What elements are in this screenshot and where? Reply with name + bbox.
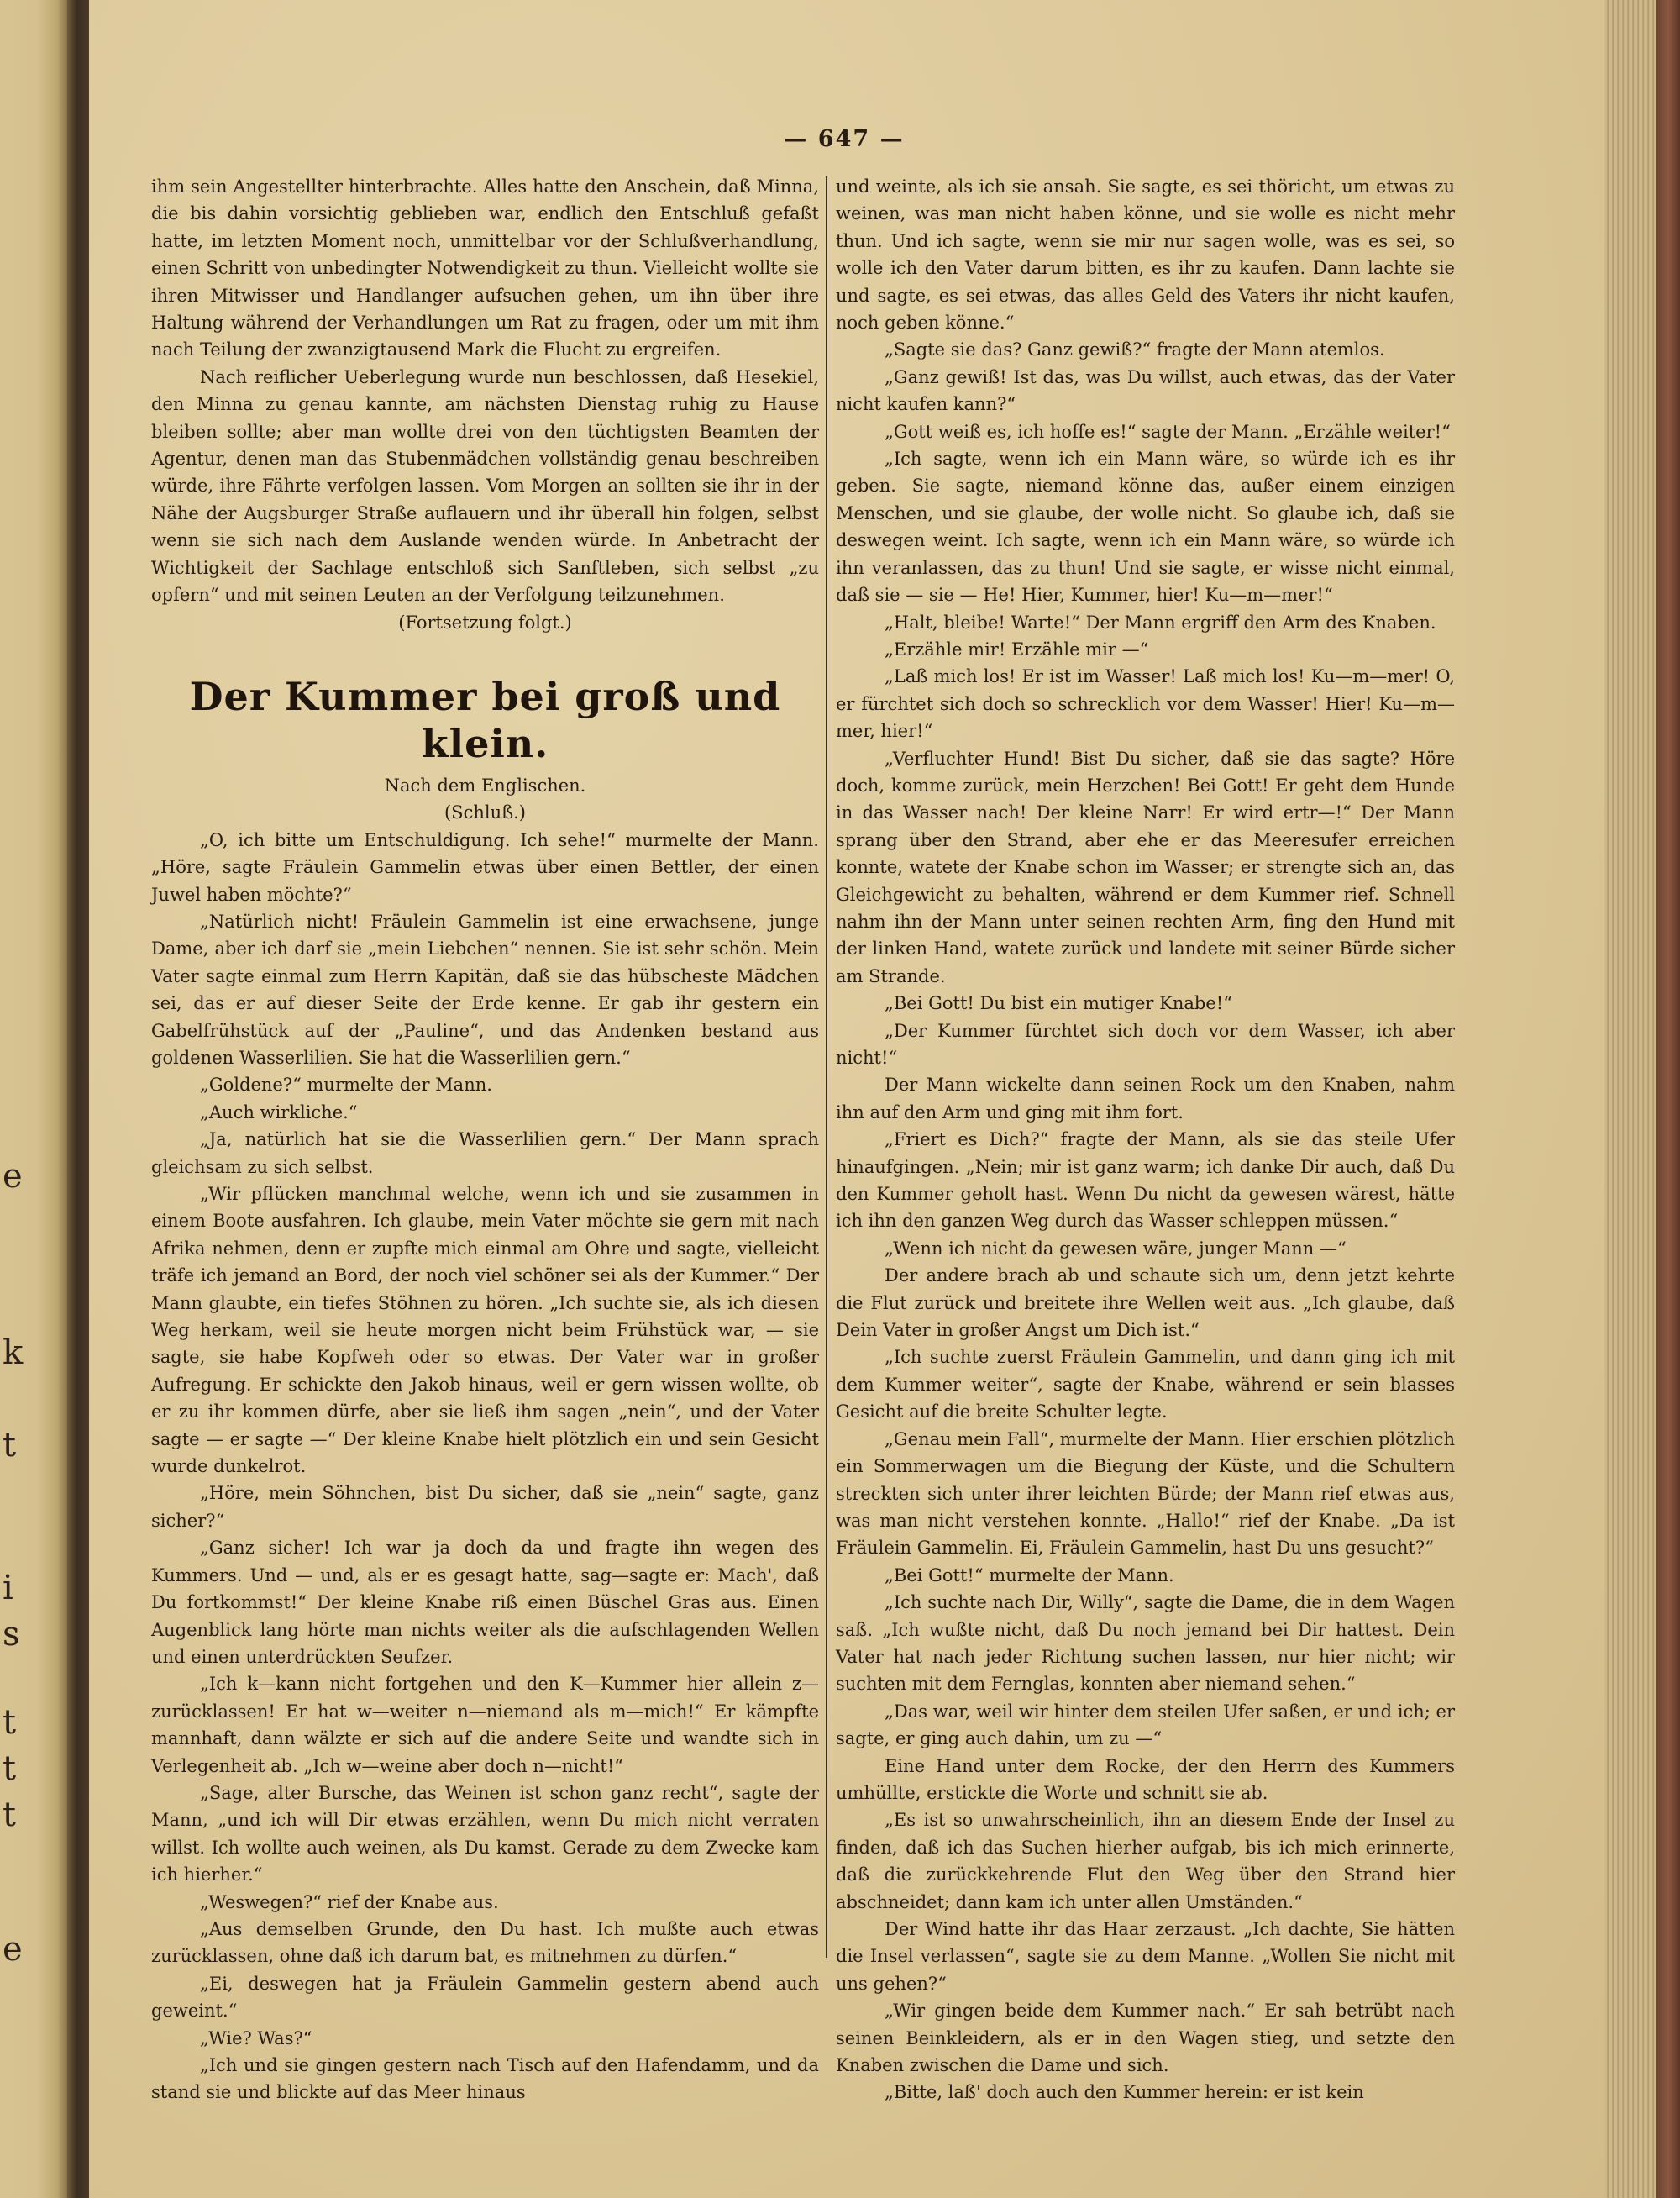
continuation-note: (Fortsetzung folgt.) [398, 612, 572, 633]
article-title: Der Kummer bei groß und klein. [189, 673, 781, 766]
left-page-fragment: t [3, 1796, 17, 1834]
paragraph: „Wie? Was?“ [200, 2027, 312, 2048]
paragraph: „Goldene?“ murmelte der Mann. [200, 1075, 492, 1096]
right-column [836, 173, 1455, 2106]
paragraph: „Wenn ich nicht da gewesen wäre, junger Mann —“ [885, 1238, 1347, 1259]
page-number: — 647 — [784, 126, 905, 152]
page-edges [1604, 0, 1680, 2198]
paragraph: Eine Hand unter dem Rocke, der den Herrn des Kummers umhüllte, erstickte die Worte und schnitt sie ab. [836, 1755, 1455, 1803]
left-page-edge [0, 0, 67, 2198]
paragraph: „Wir pflücken manchmal welche, wenn ich und sie zusammen in einem Boote ausfahren. Ich glaube, mein Vater möchte sie gern mit nach Afrika nehmen, denn er zupfte mich einmal am Ohre und sagte, vielleicht träfe ich jemand an Bord, der noch viel schöner sei als der Kummer.“ Der Mann glaubte, ein tiefes Stöhnen zu hören. „Ich suchte sie, als ich diesen Weg herkam, weil sie heute morgen nicht beim Frühstück war, — sie sagte, sie habe Kopfweh oder so etwas. Der Vater war in großer Aufregung. Er schickte den Jakob hinaus, weil er gern wissen wollte, ob er zu ihr kommen dürfe, aber sie ließ ihm sagen „nein“, und der Vater sagte — er sagte —“ Der kleine Knabe hielt plötzlich ein und sein Gesicht wurde dunkelrot. [151, 1184, 819, 1477]
column-divider [826, 176, 827, 1958]
paragraph: „Laß mich los! Er ist im Wasser! Laß mich los! Ku—m—mer! O, er fürchtet sich doch so schrecklich vor dem Wasser! Hier! Ku—m—mer, hier!“ [836, 666, 1455, 742]
left-page-fragment: e [3, 1930, 23, 1969]
paragraph: „Wir gingen beide dem Kummer nach.“ Er sah betrübt nach seinen Beinkleidern, als er in den Wagen stieg, und setzte den Knaben zwischen die Dame und sich. [836, 2001, 1455, 2076]
paragraph: „Genau mein Fall“, murmelte der Mann. Hier erschien plötzlich ein Sommerwagen um die Biegung der Küste, und die Schultern streckten sich unter ihrer leichten Bürde; der Mann rief etwas aus, was man nicht verstehen konnte. „Hallo!“ rief der Knabe. „Da ist Fräulein Gammelin. Ei, Fräulein Gammelin, hast Du uns gesucht?“ [836, 1428, 1455, 1559]
paragraph: ihm sein Angestellter hinterbrachte. Alles hatte den Anschein, daß Minna, die bis dahin vorsichtig geblieben war, endlich den Entschluß gefaßt hatte, im letzten Moment noch, unmittelbar vor der Schlußverhandlung, einen Schritt von unbedingter Notwendigkeit zu thun. Vielleicht wollte sie ihren Mitwisser und Handlanger aufsuchen gehen, um ihn über ihre Haltung während der Verhandlungen um Rat zu fragen, oder um mit ihm nach Teilung der zwanzigtausend Mark die Flucht zu ergreifen. [151, 176, 819, 360]
left-page-fragment: i [3, 1569, 13, 1607]
paragraph: „Halt, bleibe! Warte!“ Der Mann ergriff den Arm des Knaben. [885, 612, 1436, 633]
paragraph: Nach reiflicher Ueberlegung wurde nun beschlossen, daß Hesekiel, den Minna zu genau kannte, am nächsten Dienstag ruhig zu Hause bleiben sollte; aber man wollte drei von den tüchtigsten Beamten der Agentur, denen man das Stubenmädchen vollständig genau beschreiben würde, ihre Fährte verfolgen lassen. Vom Morgen an sollten sie ihr in der Nähe der Augsburger Straße auflauern und ihr überall hin folgen, selbst wenn sie sich nach dem Auslande wenden würde. In Anbetracht der Wichtigkeit der Sachlage entschloß sich Sanftleben, sich selbst „zu opfern“ und mit seinen Leuten an der Verfolgung teilzunehmen. [151, 366, 819, 606]
paragraph: „Ich k—kann nicht fortgehen und den K—Kummer hier allein z—zurücklassen! Er hat w—weiter n—niemand als m—mich!“ Er kämpfte mannhaft, dann wälzte er sich auf die andere Seite und wandte sich in Verlegenheit ab. „Ich w—weine aber doch n—nicht!“ [151, 1674, 819, 1776]
left-page-fragment: t [3, 1703, 17, 1742]
left-page-fragment: e [3, 1157, 23, 1196]
paragraph: „Sage, alter Bursche, das Weinen ist schon ganz recht“, sagte der Mann, „und ich will Dir etwas erzählen, wenn Du mich nicht verraten willst. Ich wollte auch weinen, als Du kamst. Gerade zu dem Zwecke kam ich hierher.“ [151, 1782, 819, 1885]
paragraph: „Ich und sie gingen gestern nach Tisch auf den Hafendamm, und da stand sie und blickte auf das Meer hinaus [151, 2055, 819, 2103]
left-page-fragment: k [3, 1333, 24, 1372]
article-subtitle: Nach dem Englischen. [384, 775, 586, 796]
conclusion-note: (Schluß.) [444, 802, 526, 823]
paragraph: „Gott weiß es, ich hoffe es!“ sagte der Mann. „Erzähle weiter!“ [885, 421, 1451, 442]
paragraph: „Natürlich nicht! Fräulein Gammelin ist eine erwachsene, junge Dame, aber ich darf sie „mein Liebchen“ nennen. Sie ist sehr schön. Mein Vater sagte einmal zum Herrn Kapitän, daß sie das hübscheste Mädchen sei, das er auf dieser Seite der Erde kenne. Er gab ihr gestern ein Gabelfrühstück auf der „Pauline“, und das Andenken bestand aus goldenen Wasserlilien. Sie hat die Wasserlilien gern.“ [151, 911, 819, 1068]
paragraph: „Ja, natürlich hat sie die Wasserlilien gern.“ Der Mann sprach gleichsam zu sich selbst. [151, 1129, 819, 1177]
paragraph: „Das war, weil wir hinter dem steilen Ufer saßen, er und ich; er sagte, er ging auch dahin, um zu —“ [836, 1701, 1455, 1749]
paragraph: „Friert es Dich?“ fragte der Mann, als sie das steile Ufer hinaufgingen. „Nein; mir ist ganz warm; ich danke Dir auch, daß Du den Kummer geholt hast. Wenn Du nicht da gewesen wärest, hätte ich ihn den ganzen Weg durch das Wasser schleppen müssen.“ [836, 1129, 1455, 1232]
paragraph: „Bitte, laß' doch auch den Kummer herein: er ist kein [885, 2082, 1364, 2103]
paragraph: „Ich suchte zuerst Fräulein Gammelin, und dann ging ich mit dem Kummer weiter“, sagte der Knabe, während er sein blasses Gesicht auf die breite Schulter legte. [836, 1347, 1455, 1422]
paragraph: „Bei Gott! Du bist ein mutiger Knabe!“ [885, 993, 1232, 1014]
paragraph: „Ganz gewiß! Ist das, was Du willst, auch etwas, das der Vater nicht kaufen kann?“ [836, 366, 1455, 415]
paragraph: „Bei Gott!“ murmelte der Mann. [885, 1564, 1174, 1585]
paragraph: „Aus demselben Grunde, den Du hast. Ich mußte auch etwas zurücklassen, ohne daß ich darum bat, es mitnehmen zu dürfen.“ [151, 1918, 819, 1967]
paragraph: „Der Kummer fürchtet sich doch vor dem Wasser, ich aber nicht!“ [836, 1020, 1455, 1068]
paragraph: Der Wind hatte ihr das Haar zerzaust. „Ich dachte, Sie hätten die Insel verlassen“, sagte sie zu dem Manne. „Wollen Sie nicht mit uns gehen?“ [836, 1919, 1455, 1994]
paragraph: und weinte, als ich sie ansah. Sie sagte, es sei thöricht, um etwas zu weinen, was man nicht haben könne, und sie wolle es nicht mehr thun. Und ich sagte, wenn sie mir nur sagen wolle, was es sei, so wolle ich den Vater darum bitten, es ihr zu kaufen. Dann lachte sie und sagte, es sei etwas, das alles Geld des Vaters ihr nicht kaufen, noch geben könne.“ [836, 176, 1455, 334]
paragraph: „Ich suchte nach Dir, Willy“, sagte die Dame, die in dem Wagen saß. „Ich wußte nicht, daß Du noch jemand bei Dir hattest. Dein Vater hat nach jeder Richtung suchen lassen, nur hier nicht; wir suchten mit dem Fernglas, konnten aber niemand sehen.“ [836, 1592, 1455, 1695]
paragraph: „Auch wirkliche.“ [200, 1102, 358, 1123]
left-page-fragment: t [3, 1426, 17, 1464]
book-gutter [67, 0, 89, 2198]
paragraph: „O, ich bitte um Entschuldigung. Ich sehe!“ murmelte der Mann. „Höre, sagte Fräulein Gammelin etwas über einen Bettler, der einen Juwel haben möchte?“ [151, 829, 819, 905]
paragraph: „Ei, deswegen hat ja Fräulein Gammelin gestern abend auch geweint.“ [151, 1973, 819, 2022]
paragraph: „Ich sagte, wenn ich ein Mann wäre, so würde ich es ihr geben. Sie sagte, niemand könne das, außer einem einzigen Menschen, und sie glaube, der wolle nicht. So glaube ich, daß sie deswegen weint. Ich sagte, wenn ich ein Mann wäre, so würde ich ihn veranlassen, das zu thun! Und sie sagte, er wisse nicht einmal, daß sie — sie — He! Hier, Kummer, hier! Ku—m—mer!“ [836, 449, 1455, 606]
paragraph: Der Mann wickelte dann seinen Rock um den Knaben, nahm ihn auf den Arm und ging mit ihm fort. [836, 1075, 1455, 1123]
book-cover-edge [1656, 0, 1680, 2198]
paragraph: „Sagte sie das? Ganz gewiß?“ fragte der Mann atemlos. [885, 339, 1385, 360]
paragraph: „Weswegen?“ rief der Knabe aus. [200, 1891, 499, 1912]
paragraph: „Es ist so unwahrscheinlich, ihn an diesem Ende der Insel zu finden, daß ich das Suchen hierher aufgab, bis ich mich erinnerte, daß die zurückkehrende Flut den Weg über den Strand hier abschneidet; dann kam ich unter allen Umständen.“ [836, 1810, 1455, 1912]
left-column [151, 173, 819, 2106]
paragraph: „Verfluchter Hund! Bist Du sicher, daß sie das sagte? Höre doch, komme zurück, mein Herzchen! Bei Gott! Er geht dem Hunde in das Wasser nach! Der kleine Narr! Er wird ertr—!“ Der Mann sprang über den Strand, aber ehe er das Meeresufer erreichen konnte, watete der Knabe schon im Wasser; er strengte sich an, das Gleichgewicht zu behalten, während er dem Kummer rief. Schnell nahm ihn der Mann unter seinen rechten Arm, fing den Hund mit der linken Hand, watete zurück und landete mit seiner Bürde sicher am Strande. [836, 748, 1455, 986]
left-page-fragment: s [3, 1615, 20, 1654]
paragraph: „Ganz sicher! Ich war ja doch da und fragte ihn wegen des Kummers. Und — und, als er es gesagt hatte, sag—sagte er: Mach', daß Du fortkommst!“ Der kleine Knabe riß einen Büschel Gras aus. Einen Augenblick lang hörte man nichts weiter als die aufschlagenden Wellen und einen unterdrückten Seufzer. [151, 1538, 819, 1667]
paragraph: „Höre, mein Söhnchen, bist Du sicher, daß sie „nein“ sagte, ganz sicher?“ [151, 1483, 819, 1531]
paragraph: „Erzähle mir! Erzähle mir —“ [885, 639, 1149, 660]
paragraph: Der andere brach ab und schaute sich um, denn jetzt kehrte die Flut zurück und breitete ihre Wellen weit aus. „Ich glaube, daß Dein Vater in großer Angst um Dich ist.“ [836, 1265, 1455, 1341]
left-page-fragment: t [3, 1749, 17, 1788]
